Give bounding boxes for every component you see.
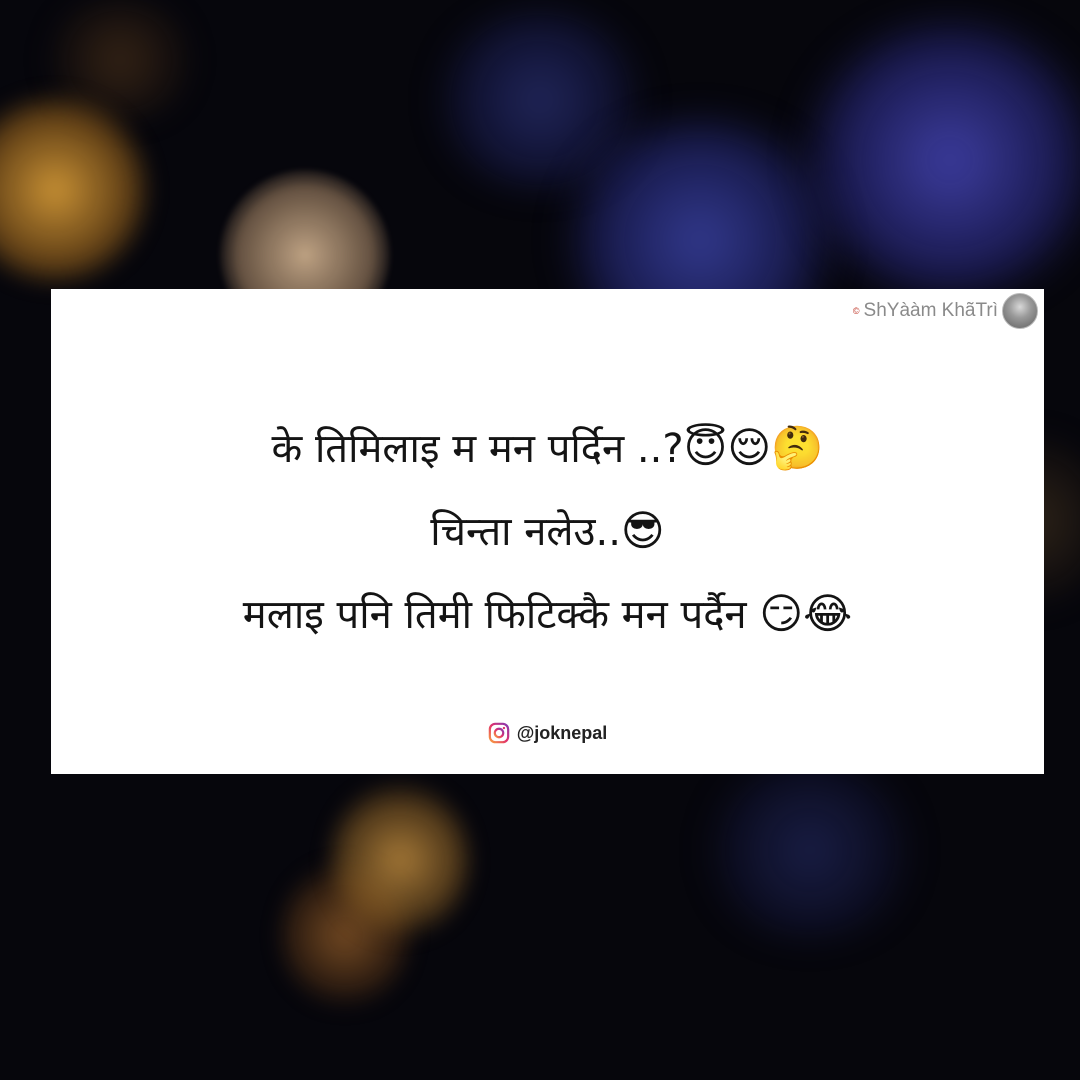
- instagram-icon: [488, 722, 510, 744]
- quote-text: [51, 407, 1044, 656]
- quote-line-2-text: चिन्ता नलेउ..: [430, 509, 621, 555]
- quote-line-2-emojis: 😎: [620, 506, 665, 555]
- quote-line-2: [51, 490, 1044, 573]
- copyright-mark: ©: [852, 306, 860, 316]
- quote-line-1: [51, 407, 1044, 490]
- instagram-handle[interactable]: [51, 722, 1044, 744]
- bokeh-light: [0, 95, 150, 285]
- quote-line-3-emojis: 😏😂: [759, 589, 853, 638]
- quote-line-1-emojis: 😇😌🤔: [683, 423, 824, 472]
- quote-line-1-text: के तिमिलाइ म मन पर्दिन ..?: [271, 426, 684, 472]
- quote-line-3: [51, 573, 1044, 656]
- instagram-handle-text: @joknepal: [516, 722, 608, 743]
- bokeh-light: [330, 780, 470, 940]
- bokeh-light: [800, 20, 1080, 300]
- quote-card: [51, 289, 1044, 774]
- quote-line-3-text: मलाइ पनि तिमी फिटिक्कै मन पर्दैन: [242, 592, 760, 638]
- author-name: ShYààm KhãTrì: [863, 300, 998, 321]
- bokeh-light: [700, 760, 920, 940]
- author-credit: [853, 293, 1038, 329]
- avatar: [1002, 293, 1038, 329]
